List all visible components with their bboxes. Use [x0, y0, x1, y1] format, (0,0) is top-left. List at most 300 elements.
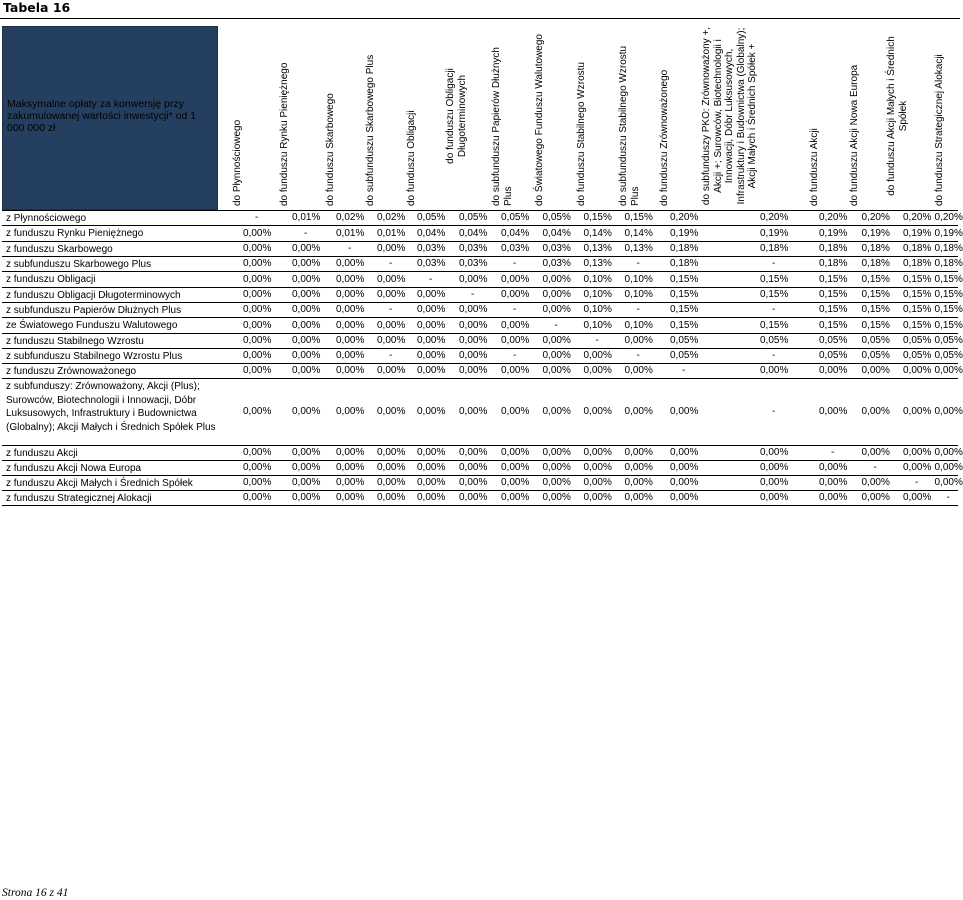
table-cell: 0,00%	[861, 492, 890, 503]
table-cell: 0,19%	[903, 228, 932, 239]
table-cell: -	[831, 447, 835, 458]
table-cell: 0,15%	[934, 304, 963, 315]
table-cell: 0,15%	[903, 320, 932, 331]
table-cell: 0,05%	[417, 212, 446, 223]
row-label: z subfunduszu Papierów Dłużnych Plus	[6, 305, 182, 316]
table-cell: 0,00%	[501, 447, 530, 458]
table-cell: 0,00%	[542, 350, 571, 361]
table-cell: 0,00%	[292, 462, 321, 473]
table-cell: 0,01%	[377, 228, 406, 239]
table-cell: 0,00%	[542, 477, 571, 488]
table-cell: 0,15%	[670, 320, 699, 331]
table-cell: 0,10%	[583, 289, 612, 300]
row-label: z funduszu Obligacji Długoterminowych	[6, 290, 181, 301]
table-cell: 0,15%	[934, 274, 963, 285]
column-header-label: do Światowego Funduszu Walutowego	[534, 34, 546, 206]
column-header-label: do subfunduszu Papierów Dłużnych Plus	[491, 47, 514, 206]
table-cell: 0,00%	[243, 492, 272, 503]
column-header	[576, 24, 588, 210]
column-header-label: do funduszu Skarbowego	[325, 93, 337, 206]
table-cell: 0,00%	[624, 462, 653, 473]
table-cell: 0,00%	[583, 477, 612, 488]
table-cell: 0,00%	[243, 365, 272, 376]
table-cell: 0,15%	[760, 320, 789, 331]
table-cell: 0,00%	[903, 447, 932, 458]
table-cell: 0,20%	[903, 212, 932, 223]
table-cell: 0,00%	[903, 492, 932, 503]
table-cell: 0,00%	[243, 289, 272, 300]
table-cell: 0,00%	[336, 365, 365, 376]
column-header	[886, 24, 909, 210]
table-cell: 0,00%	[243, 447, 272, 458]
table-cell: 0,13%	[624, 243, 653, 254]
table-cell: -	[772, 304, 776, 315]
table-cell: 0,00%	[760, 477, 789, 488]
table-cell: 0,00%	[243, 304, 272, 315]
table-cell: 0,00%	[624, 335, 653, 346]
table-cell: 0,00%	[336, 462, 365, 473]
table-cell: 0,00%	[583, 447, 612, 458]
table-cell: 0,00%	[336, 320, 365, 331]
table-cell: -	[636, 304, 640, 315]
table-cell: 0,00%	[459, 350, 488, 361]
table-cell: 0,20%	[934, 212, 963, 223]
table-cell: 0,15%	[819, 274, 848, 285]
table-cell: 0,00%	[819, 492, 848, 503]
table-cell: 0,00%	[377, 477, 406, 488]
table-cell: 0,00%	[243, 228, 272, 239]
table-cell: 0,00%	[292, 289, 321, 300]
row-divider	[2, 378, 958, 379]
table-cell: 0,05%	[819, 350, 848, 361]
table-cell: 0,18%	[934, 258, 963, 269]
column-header-label: do funduszu Stabilnego Wzrostu	[576, 62, 588, 206]
table-cell: 0,00%	[292, 406, 321, 417]
table-cell: 0,00%	[336, 406, 365, 417]
row-label: z funduszu Obligacji	[6, 274, 96, 285]
table-cell: 0,00%	[417, 406, 446, 417]
table-cell: 0,00%	[670, 477, 699, 488]
table-cell: 0,15%	[861, 289, 890, 300]
table-cell: 0,00%	[292, 304, 321, 315]
table-cell: 0,00%	[670, 462, 699, 473]
table-cell: -	[772, 350, 776, 361]
table-cell: 0,00%	[377, 320, 406, 331]
table-cell: 0,00%	[459, 365, 488, 376]
table-cell: -	[348, 243, 352, 254]
row-label: z subfunduszy: Zrównoważony, Akcji (Plus); Surowców, Biotechnologii i Innowacji, Dóbr Luksusowych, Infrastruktury i Budownictwa (Globalny); Akcji Małych i Średnich Spółek Plus	[6, 381, 216, 433]
column-header	[279, 24, 291, 210]
table-cell: 0,05%	[861, 350, 890, 361]
table-cell: 0,00%	[336, 350, 365, 361]
table-cell: 0,00%	[292, 492, 321, 503]
table-cell: 0,00%	[459, 492, 488, 503]
column-header	[618, 24, 641, 210]
table-cell: 0,18%	[760, 243, 789, 254]
table-cell: 0,00%	[377, 462, 406, 473]
table-cell: 0,15%	[819, 320, 848, 331]
column-header-label: do funduszu Rynku Pieniężnego	[279, 62, 291, 206]
column-header	[406, 24, 418, 210]
table-cell: 0,00%	[583, 462, 612, 473]
table-cell: 0,18%	[903, 258, 932, 269]
table-cell: 0,18%	[861, 243, 890, 254]
table-cell: 0,19%	[819, 228, 848, 239]
table-cell: 0,01%	[292, 212, 321, 223]
column-header	[445, 24, 468, 210]
table-cell: 0,19%	[760, 228, 789, 239]
column-header	[365, 24, 377, 210]
table-cell: 0,00%	[501, 365, 530, 376]
table-cell: 0,03%	[459, 258, 488, 269]
table-cell: 0,00%	[934, 477, 963, 488]
column-header-label: do funduszu Strategicznej Alokacji	[934, 54, 946, 206]
table-cell: 0,15%	[670, 274, 699, 285]
table-cell: 0,20%	[670, 212, 699, 223]
table-cell: 0,10%	[624, 289, 653, 300]
table-cell: 0,00%	[583, 365, 612, 376]
row-label: z Płynnościowego	[6, 213, 87, 224]
table-cell: 0,00%	[542, 406, 571, 417]
table-cell: 0,00%	[292, 274, 321, 285]
column-header	[325, 24, 337, 210]
table-cell: 0,00%	[417, 320, 446, 331]
table-cell: 0,00%	[243, 477, 272, 488]
table-cell: 0,00%	[417, 492, 446, 503]
table-cell: 0,15%	[670, 289, 699, 300]
table-bottom-border	[2, 505, 958, 506]
table-cell: 0,10%	[583, 274, 612, 285]
table-cell: 0,00%	[377, 406, 406, 417]
table-cell: 0,00%	[501, 492, 530, 503]
table-cell: 0,05%	[819, 335, 848, 346]
table-cell: 0,15%	[903, 304, 932, 315]
table-cell: 0,00%	[417, 447, 446, 458]
table-cell: 0,03%	[542, 258, 571, 269]
table-cell: 0,00%	[501, 289, 530, 300]
table-cell: 0,00%	[861, 365, 890, 376]
row-label: z funduszu Strategicznej Alokacji	[6, 493, 152, 504]
column-header	[934, 24, 946, 210]
table-cell: 0,00%	[417, 289, 446, 300]
table-cell: 0,05%	[934, 350, 963, 361]
column-header-label: do funduszu Obligacji	[406, 110, 418, 206]
table-cell: 0,18%	[670, 258, 699, 269]
table-cell: 0,05%	[861, 335, 890, 346]
table-cell: 0,20%	[760, 212, 789, 223]
table-cell: 0,15%	[760, 289, 789, 300]
table-cell: 0,00%	[624, 406, 653, 417]
table-cell: 0,00%	[501, 406, 530, 417]
table-cell: 0,00%	[417, 335, 446, 346]
table-cell: 0,00%	[542, 274, 571, 285]
table-cell: 0,01%	[336, 228, 365, 239]
table-cell: 0,00%	[377, 243, 406, 254]
table-corner-label: Maksymalne opłaty za konwersję przy zakumulowanej wartości inwestycji* od 1 000 000 zł	[7, 98, 197, 134]
table-cell: 0,04%	[501, 228, 530, 239]
table-cell: 0,00%	[501, 477, 530, 488]
row-divider	[2, 287, 958, 288]
table-cell: -	[636, 350, 640, 361]
table-cell: 0,00%	[292, 335, 321, 346]
table-cell: 0,15%	[861, 304, 890, 315]
table-cell: 0,05%	[670, 350, 699, 361]
table-cell: 0,10%	[624, 320, 653, 331]
column-header-label: do funduszu Akcji Nowa Europa	[849, 64, 861, 206]
table-cell: 0,13%	[583, 243, 612, 254]
table-cell: 0,20%	[861, 212, 890, 223]
table-cell: -	[772, 258, 776, 269]
table-cell: 0,00%	[501, 462, 530, 473]
row-divider	[2, 271, 958, 272]
table-cell: 0,15%	[934, 320, 963, 331]
table-cell: 0,20%	[819, 212, 848, 223]
table-cell: 0,14%	[583, 228, 612, 239]
table-cell: 0,04%	[459, 228, 488, 239]
table-cell: 0,00%	[542, 365, 571, 376]
row-divider	[2, 225, 958, 226]
row-label: z subfunduszu Skarbowego Plus	[6, 259, 152, 270]
table-cell: 0,19%	[861, 228, 890, 239]
table-cell: 0,00%	[670, 447, 699, 458]
table-cell: 0,19%	[934, 228, 963, 239]
column-header-label: do funduszu Obligacji Długoterminowych	[444, 68, 467, 164]
table-cell: 0,00%	[243, 258, 272, 269]
table-cell: 0,15%	[670, 304, 699, 315]
table-cell: 0,00%	[377, 447, 406, 458]
table-cell: 0,00%	[377, 335, 406, 346]
table-cell: 0,00%	[243, 406, 272, 417]
table-cell: 0,00%	[934, 406, 963, 417]
table-cell: 0,00%	[760, 492, 789, 503]
table-cell: 0,03%	[417, 258, 446, 269]
table-cell: 0,05%	[542, 212, 571, 223]
table-cell: 0,00%	[542, 447, 571, 458]
table-cell: 0,00%	[583, 492, 612, 503]
table-cell: 0,00%	[903, 462, 932, 473]
table-cell: 0,00%	[542, 304, 571, 315]
table-cell: 0,00%	[336, 304, 365, 315]
table-cell: 0,00%	[819, 477, 848, 488]
table-cell: -	[389, 304, 393, 315]
table-cell: 0,00%	[934, 365, 963, 376]
table-cell: 0,00%	[243, 243, 272, 254]
table-cell: 0,00%	[377, 365, 406, 376]
table-cell: 0,00%	[501, 335, 530, 346]
table-cell: 0,00%	[377, 492, 406, 503]
table-cell: 0,04%	[417, 228, 446, 239]
row-label: z funduszu Zrównoważonego	[6, 366, 137, 377]
column-header	[659, 24, 671, 210]
table-cell: 0,03%	[459, 243, 488, 254]
table-cell: 0,00%	[819, 365, 848, 376]
table-cell: 0,03%	[542, 243, 571, 254]
table-cell: 0,00%	[934, 447, 963, 458]
page-footer: Strona 16 z 41	[2, 887, 69, 899]
table-cell: -	[513, 258, 517, 269]
table-cell: 0,18%	[819, 243, 848, 254]
table-cell: 0,00%	[336, 477, 365, 488]
table-cell: 0,00%	[243, 350, 272, 361]
table-cell: 0,00%	[292, 350, 321, 361]
table-cell: -	[513, 304, 517, 315]
table-cell: 0,04%	[542, 228, 571, 239]
table-cell: 0,00%	[292, 258, 321, 269]
column-header-label: do Płynnościowego	[232, 119, 244, 206]
table-cell: -	[873, 462, 877, 473]
row-label: z funduszu Skarbowego	[6, 244, 113, 255]
table-cell: 0,00%	[243, 274, 272, 285]
table-cell: 0,00%	[760, 462, 789, 473]
row-label: z funduszu Rynku Pieniężnego	[6, 228, 144, 239]
table-cell: 0,14%	[624, 228, 653, 239]
column-header-label: do subfunduszy PKO: Zrównoważony +, Akcji +; Surowców, Biotechnologii i Innowacji, Dóbr Luksusowych, Infrastruktury i Budownictwa (Globalny); Akcji Małych i Średnich Spółek +	[701, 26, 759, 206]
column-header	[232, 24, 244, 210]
table-cell: 0,00%	[624, 447, 653, 458]
table-cell: 0,00%	[243, 320, 272, 331]
table-cell: -	[915, 477, 919, 488]
table-cell: -	[772, 406, 776, 417]
column-header	[849, 24, 861, 210]
table-cell: -	[682, 365, 686, 376]
row-label: z subfunduszu Stabilnego Wzrostu Plus	[6, 351, 183, 362]
table-cell: 0,00%	[934, 462, 963, 473]
table-cell: 0,18%	[861, 258, 890, 269]
table-cell: 0,00%	[336, 289, 365, 300]
table-cell: 0,00%	[459, 320, 488, 331]
row-label: ze Światowego Funduszu Walutowego	[6, 320, 178, 331]
table-cell: 0,00%	[459, 462, 488, 473]
column-header-label: do funduszu Zrównoważonego	[659, 69, 671, 206]
column-header	[534, 24, 546, 210]
table-cell: 0,15%	[624, 212, 653, 223]
table-cell: 0,00%	[670, 492, 699, 503]
table-cell: 0,18%	[670, 243, 699, 254]
table-cell: 0,00%	[861, 447, 890, 458]
table-cell: 0,00%	[542, 462, 571, 473]
table-cell: 0,00%	[624, 492, 653, 503]
table-cell: 0,15%	[934, 289, 963, 300]
table-cell: 0,00%	[417, 365, 446, 376]
table-cell: 0,05%	[670, 335, 699, 346]
table-cell: 0,00%	[760, 447, 789, 458]
table-cell: 0,00%	[336, 258, 365, 269]
table-cell: 0,15%	[760, 274, 789, 285]
table-cell: 0,00%	[459, 406, 488, 417]
page-title: Tabela 16	[3, 0, 71, 15]
table-cell: 0,15%	[819, 289, 848, 300]
table-cell: 0,05%	[934, 335, 963, 346]
table-cell: 0,00%	[292, 477, 321, 488]
table-cell: 0,00%	[583, 350, 612, 361]
table-cell: 0,00%	[292, 447, 321, 458]
table-cell: -	[513, 350, 517, 361]
column-header-label: do subfunduszu Stabilnego Wzrostu Plus	[618, 45, 641, 206]
table-cell: 0,18%	[934, 243, 963, 254]
table-cell: -	[255, 212, 259, 223]
table-cell: 0,10%	[583, 320, 612, 331]
row-label: z funduszu Akcji Małych i Średnich Spółek	[6, 478, 193, 489]
table-cell: -	[389, 350, 393, 361]
table-cell: 0,00%	[760, 365, 789, 376]
table-cell: 0,00%	[417, 304, 446, 315]
column-header-label: do funduszu Akcji	[809, 128, 821, 206]
table-cell: 0,15%	[861, 320, 890, 331]
table-cell: 0,00%	[542, 289, 571, 300]
table-cell: 0,00%	[583, 406, 612, 417]
table-cell: -	[946, 492, 950, 503]
table-cell: 0,03%	[501, 243, 530, 254]
table-cell: 0,00%	[819, 462, 848, 473]
table-cell: 0,00%	[336, 335, 365, 346]
table-cell: 0,15%	[583, 212, 612, 223]
table-cell: 0,00%	[292, 320, 321, 331]
table-cell: -	[429, 274, 433, 285]
table-cell: 0,00%	[417, 477, 446, 488]
row-label: z funduszu Akcji Nowa Europa	[6, 463, 142, 474]
column-header	[701, 24, 759, 210]
table-cell: 0,00%	[670, 406, 699, 417]
table-cell: 0,00%	[243, 462, 272, 473]
column-header-label: do subfunduszu Skarbowego Plus	[365, 54, 377, 206]
table-cell: 0,00%	[377, 274, 406, 285]
table-cell: 0,00%	[459, 335, 488, 346]
table-cell: 0,00%	[377, 289, 406, 300]
table-cell: 0,00%	[459, 274, 488, 285]
table-cell: 0,00%	[336, 492, 365, 503]
table-cell: 0,00%	[624, 477, 653, 488]
row-label: z funduszu Akcji	[6, 448, 78, 459]
table-cell: 0,00%	[336, 447, 365, 458]
table-cell: 0,15%	[903, 274, 932, 285]
table-cell: 0,15%	[819, 304, 848, 315]
table-cell: -	[636, 258, 640, 269]
column-header-label: do funduszu Akcji Małych i Średnich Spółek	[885, 36, 908, 196]
title-rule	[0, 18, 960, 19]
table-cell: 0,18%	[903, 243, 932, 254]
table-cell: 0,00%	[903, 365, 932, 376]
table-cell: 0,05%	[760, 335, 789, 346]
table-cell: 0,00%	[459, 447, 488, 458]
table-cell: 0,03%	[417, 243, 446, 254]
table-cell: 0,00%	[243, 335, 272, 346]
table-cell: 0,00%	[417, 350, 446, 361]
table-cell: 0,00%	[501, 320, 530, 331]
table-cell: 0,15%	[861, 274, 890, 285]
table-cell: 0,15%	[903, 289, 932, 300]
table-cell: 0,02%	[377, 212, 406, 223]
table-cell: -	[554, 320, 558, 331]
table-cell: 0,05%	[501, 212, 530, 223]
table-cell: -	[471, 289, 475, 300]
table-cell: 0,13%	[583, 258, 612, 269]
table-cell: 0,00%	[336, 274, 365, 285]
table-cell: 0,10%	[583, 304, 612, 315]
table-cell: 0,00%	[861, 406, 890, 417]
table-cell: 0,00%	[292, 243, 321, 254]
table-cell: 0,02%	[336, 212, 365, 223]
table-cell: 0,00%	[501, 274, 530, 285]
table-cell: 0,00%	[292, 365, 321, 376]
table-cell: 0,18%	[819, 258, 848, 269]
table-cell: 0,05%	[459, 212, 488, 223]
table-cell: -	[389, 258, 393, 269]
column-header	[809, 24, 821, 210]
table-cell: 0,00%	[903, 406, 932, 417]
row-divider	[2, 317, 958, 318]
table-cell: 0,00%	[459, 477, 488, 488]
table-cell: 0,00%	[417, 462, 446, 473]
